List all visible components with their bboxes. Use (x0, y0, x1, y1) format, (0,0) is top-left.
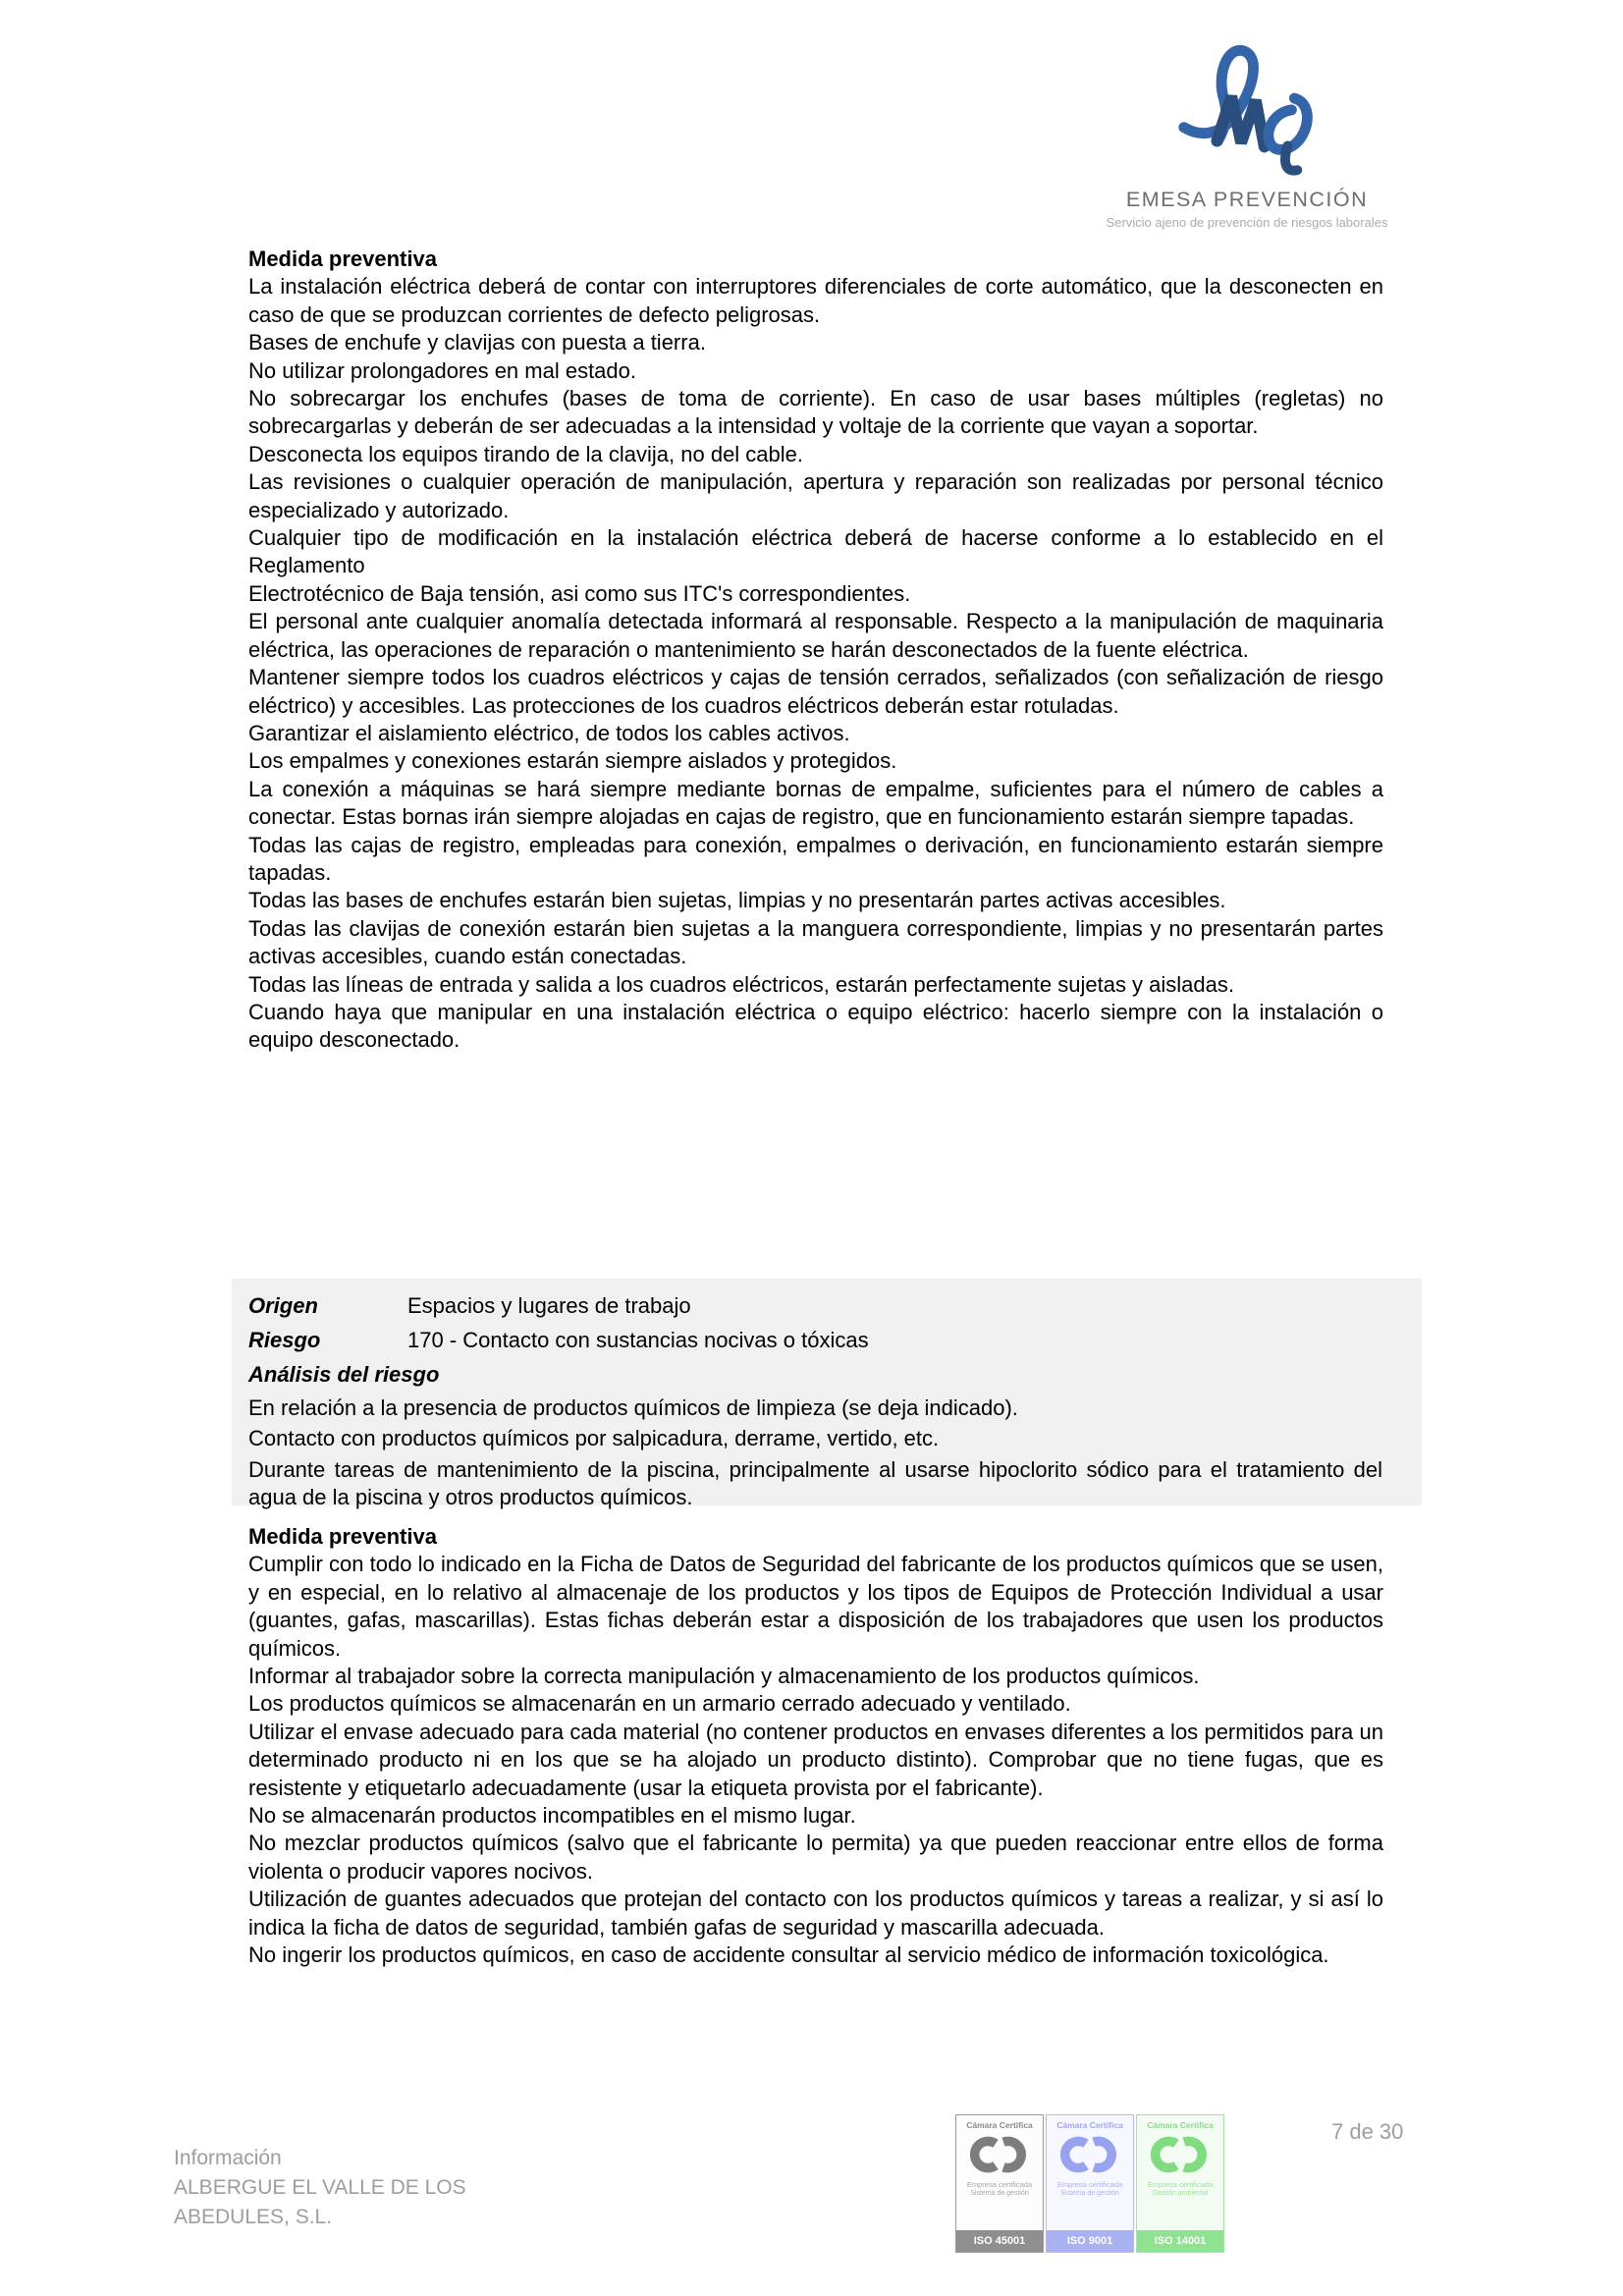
iso-9001-badge (1046, 2114, 1134, 2253)
iso-45001-badge (955, 2114, 1044, 2253)
origin-label: Origen (248, 1293, 318, 1318)
origin-row (248, 1288, 1382, 1323)
badge-header: Cámara Certifica (966, 2120, 1033, 2130)
paragraph: Utilización de guantes adecuados que protejan del contacto con los productos químicos y tareas a realizar, y si así lo indica la ficha de datos de seguridad, también gafas de seguridad y mascarilla adecuada. (248, 1886, 1383, 1940)
brand-name: EMESA PREVENCIÓN (1125, 188, 1369, 211)
badge-cert-line: Gestión ambiental (1152, 2190, 1209, 2197)
paragraph: Todas las cajas de registro, empleadas para conexión, empalmes o derivación, en funcionamiento estarán siempre tapadas. (248, 832, 1383, 885)
paragraph: Durante tareas de mantenimiento de la piscina, principalmente al usarse hipoclorito sódico para el tratamiento del agua de la piscina y otros productos químicos. (248, 1456, 1382, 1510)
paragraph: La conexión a máquinas se hará siempre mediante bornas de empalme, suficientes para el número de cables a conectar. Estas bornas irán siempre alojadas en cajas de registro, que en funcionamiento estarán siempre tapadas. (248, 776, 1383, 830)
badge-cert-line: Sistema de gestión (970, 2190, 1029, 2197)
preventive-measure-section-2 (248, 1523, 1383, 1970)
paragraph: Utilizar el envase adecuado para cada material (no contener productos en envases diferentes a los permitidos para un determinado producto ni en los que se ha alojado un producto distinto). Comprobar que no tiene fugas, que es resistente y etiquetarlo adecuadamente (usar la etiqueta provista por el fabricante). (248, 1719, 1383, 1800)
paragraph: Desconecta los equipos tirando de la clavija, no del cable. (248, 441, 804, 466)
badge-header: Cámara Certifica (1056, 2120, 1123, 2130)
badge-cert-line: Empresa certificada (1056, 2180, 1123, 2189)
badge-cert-line: Sistema de gestión (1060, 2190, 1119, 2197)
camara-certifica-cc-icon (1055, 2133, 1125, 2176)
paragraph: Bases de enchufe y clavijas con puesta a tierra. (248, 330, 706, 355)
paragraph: El personal ante cualquier anomalía detectada informará al responsable. Respecto a la manipulación de maquinaria eléctrica, las operaciones de reparación o mantenimiento se harán desconectados de la fuente eléctrica. (248, 609, 1383, 662)
iso-number-bar: ISO 9001 (1047, 2230, 1133, 2252)
camara-certifica-cc-icon (1145, 2133, 1216, 2176)
paragraph: Todas las líneas de entrada y salida a los cuadros eléctricos, estarán perfectamente sujetas y aisladas. (248, 971, 1234, 997)
risk-label: Riesgo (248, 1328, 321, 1352)
iso-number-bar: ISO 45001 (956, 2230, 1043, 2252)
iso-number-bar: ISO 14001 (1137, 2230, 1223, 2252)
risk-analysis-heading: Análisis del riesgo (248, 1362, 440, 1387)
eme-script-logo-icon (1173, 27, 1321, 183)
footer-company-info (174, 2144, 466, 2232)
badge-cert-line: Empresa certificada (966, 2180, 1033, 2189)
paragraph: Electrotécnico de Baja tensión, asi como sus ITC's correspondientes. (248, 580, 911, 606)
certification-badges (955, 2114, 1224, 2253)
section-heading: Medida preventiva (248, 1524, 437, 1549)
paragraph: Garantizar el aislamiento eléctrico, de todos los cables activos. (248, 720, 850, 745)
iso-14001-badge (1136, 2114, 1224, 2253)
section-heading: Medida preventiva (248, 246, 437, 271)
risk-value: 170 - Contacto con sustancias nocivas o tóxicas (407, 1328, 869, 1352)
footer-info-label: Información (174, 2147, 282, 2169)
company-logo (1098, 27, 1396, 230)
paragraph: Las revisiones o cualquier operación de manipulación, apertura y reparación son realizadas por personal técnico especializado y autorizado. (248, 469, 1383, 522)
footer-company-line2: ABEDULES, S.L. (174, 2206, 333, 2228)
paragraph: La instalación eléctrica deberá de contar con interruptores diferenciales de corte automático, que la desconecten en caso de que se produzcan corrientes de defecto peligrosas. (248, 274, 1383, 327)
paragraph: Informar al trabajador sobre la correcta manipulación y almacenamiento de los productos químicos. (248, 1664, 1200, 1689)
paragraph: En relación a la presencia de productos químicos de limpieza (se deja indicado). (248, 1395, 1018, 1420)
page-indicator: 7 de 30 (1331, 2119, 1404, 2144)
paragraph: Todas las bases de enchufes estarán bien sujetas, limpias y no presentarán partes activas accesibles. (248, 888, 1226, 913)
camara-certifica-cc-icon (964, 2133, 1035, 2176)
paragraph: No utilizar prolongadores en mal estado. (248, 357, 637, 383)
preventive-measure-section-1 (248, 246, 1383, 1055)
paragraph: Mantener siempre todos los cuadros eléctricos y cajas de tensión cerrados, señalizados (con señalización de riesgo eléctrico) y accesibles. Las protecciones de los cuadros eléctricos deberán estar rotuladas. (248, 665, 1383, 718)
origin-value: Espacios y lugares de trabajo (407, 1293, 691, 1318)
paragraph: Los empalmes y conexiones estarán siempre aislados y protegidos. (248, 748, 897, 774)
paragraph: No mezclar productos químicos (salvo que el fabricante lo permita) ya que pueden reaccionar entre ellos de forma violenta o producir vapores nocivos. (248, 1831, 1383, 1884)
badge-header: Cámara Certifica (1147, 2120, 1214, 2130)
paragraph: Todas las clavijas de conexión estarán bien sujetas a la manguera correspondiente, limpias y no presentarán partes activas accesibles, cuando están conectadas. (248, 915, 1383, 969)
footer-company-line1: ALBERGUE EL VALLE DE LOS (174, 2176, 466, 2199)
paragraph: Contacto con productos químicos por salpicadura, derrame, vertido, etc. (248, 1426, 940, 1451)
paragraph: No ingerir los productos químicos, en caso de accidente consultar al servicio médico de información toxicológica. (248, 1942, 1329, 1968)
paragraph: No se almacenarán productos incompatibles en el mismo lugar. (248, 1803, 856, 1829)
paragraph: Cuando haya que manipular en una instalación eléctrica o equipo eléctrico: hacerlo siempre con la instalación o equipo desconectado. (248, 999, 1383, 1053)
paragraph: No sobrecargar los enchufes (bases de toma de corriente). En caso de usar bases múltiples (regletas) no sobrecargarlas y deberán de ser adecuadas a la intensidad y voltaje de la corriente que vayan a soportar. (248, 386, 1383, 439)
brand-tagline: Servicio ajeno de prevención de riesgos laborales (1106, 215, 1388, 230)
paragraph: Cualquier tipo de modificación en la instalación eléctrica deberá de hacerse conforme a lo establecido en el Reglamento (248, 525, 1383, 578)
risk-row (248, 1323, 1382, 1357)
badge-cert-line: Empresa certificada (1147, 2180, 1214, 2189)
paragraph: Los productos químicos se almacenarán en un armario cerrado adecuado y ventilado. (248, 1691, 1071, 1717)
risk-summary-box (232, 1279, 1422, 1510)
paragraph: Cumplir con todo lo indicado en la Ficha de Datos de Seguridad del fabricante de los productos químicos que se usen, y en especial, en lo relativo al almacenaje de los productos y los tipos de Equipos de Protección Individual a usar (guantes, gafas, mascarillas). Estas fichas deberán estar a disposición de los trabajadores que usen los productos químicos. (248, 1552, 1383, 1661)
